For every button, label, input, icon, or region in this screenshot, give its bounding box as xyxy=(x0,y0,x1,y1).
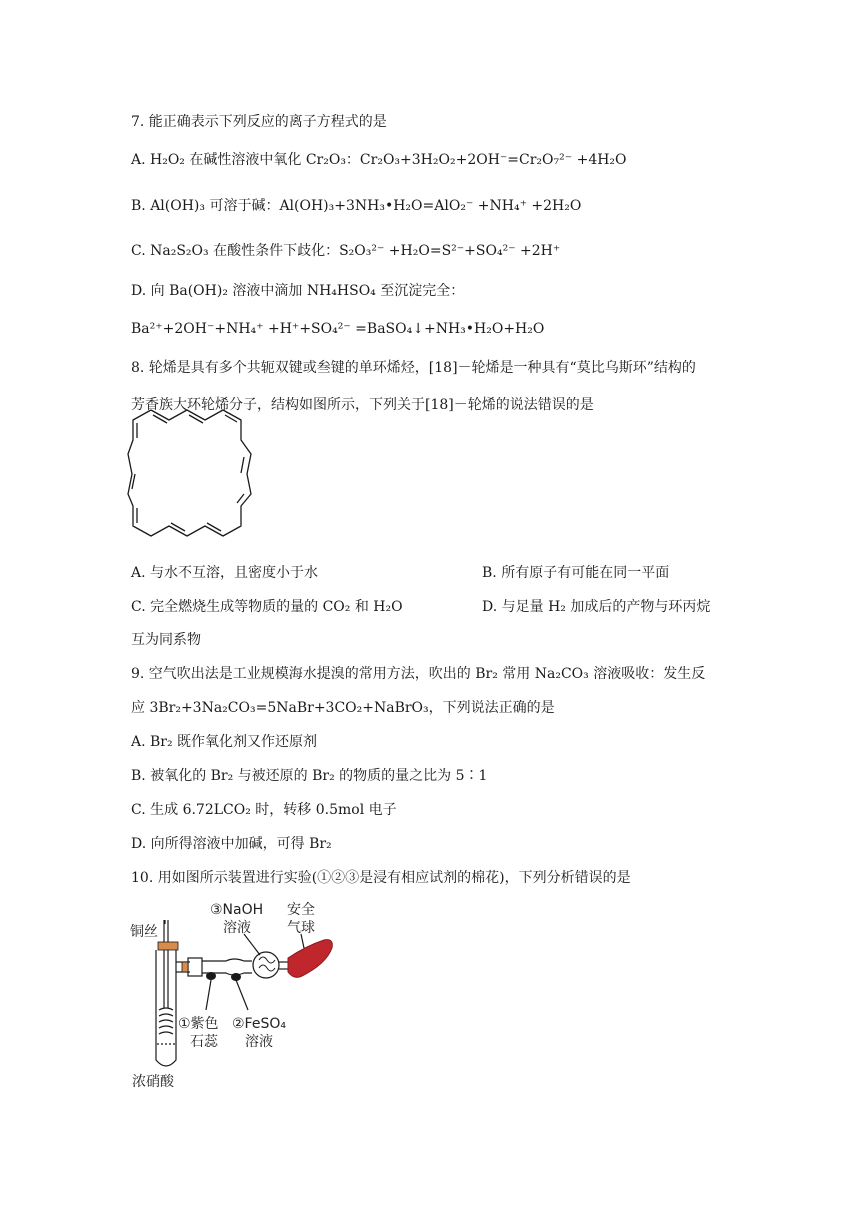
q8-option-c: C. 完全燃烧生成等物质的量的 CO₂ 和 H₂O xyxy=(131,599,403,615)
q8-option-b: B. 所有原子有可能在同一平面 xyxy=(482,565,670,581)
q9-stem-line2: 应 3Br₂+3Na₂CO₃=5NaBr+3CO₂+NaBrO₃，下列说法正确的是 xyxy=(131,700,555,716)
q8-option-d: D. 与足量 H₂ 加成后的产物与环丙烷 xyxy=(482,599,711,615)
q9-option-d: D. 向所得溶液中加碱，可得 Br₂ xyxy=(131,836,332,852)
q10-stem: 10. 用如图所示装置进行实验(①②③是浸有相应试剂的棉花)，下列分析错误的是 xyxy=(131,870,631,886)
q7-stem: 7. 能正确表示下列反应的离子方程式的是 xyxy=(131,114,387,130)
feso4-label-line2: 溶液 xyxy=(245,1034,273,1050)
nitric-acid-label: 浓硝酸 xyxy=(132,1074,174,1090)
balloon-label-line2: 气球 xyxy=(287,920,315,936)
q8-option-d-continued: 互为同系物 xyxy=(131,632,201,648)
feso4-label-line1: ②FeSO₄ xyxy=(232,1016,286,1032)
litmus-label-line2: 石蕊 xyxy=(190,1034,218,1050)
q8-stem-line2: 芳香族大环轮烯分子，结构如图所示，下列关于[18]－轮烯的说法错误的是 xyxy=(131,397,594,413)
q8-option-a: A. 与水不互溶，且密度小于水 xyxy=(131,565,319,581)
q7-option-b: B. Al(OH)₃ 可溶于碱：Al(OH)₃+3NH₃•H₂O=AlO₂⁻ +NH₄⁺ +2H₂O xyxy=(131,198,582,214)
q7-option-d-equation: Ba²⁺+2OH⁻+NH₄⁺ +H⁺+SO₄²⁻ =BaSO₄↓+NH₃•H₂O+H₂O xyxy=(131,321,545,337)
litmus-label-line1: ①紫色 xyxy=(178,1016,219,1032)
copper-wire-label: 铜丝 xyxy=(130,924,158,940)
naoh-label-line1: ③NaOH xyxy=(210,902,264,918)
q9-option-b: B. 被氧化的 Br₂ 与被还原的 Br₂ 的物质的量之比为 5∶1 xyxy=(131,768,488,784)
q8-stem-line1: 8. 轮烯是具有多个共轭双键或叁键的单环烯烃，[18]－轮烯是一种具有“莫比乌斯环”结构的 xyxy=(131,360,696,376)
q9-option-a: A. Br₂ 既作氧化剂又作还原剂 xyxy=(131,734,318,750)
q9-stem-line1: 9. 空气吹出法是工业规模海水提溴的常用方法，吹出的 Br₂ 常用 Na₂CO₃ 溶液吸收：发生反 xyxy=(131,666,706,682)
q9-option-c: C. 生成 6.72LCO₂ 时，转移 0.5mol 电子 xyxy=(131,802,397,818)
q7-option-d: D. 向 Ba(OH)₂ 溶液中滴加 NH₄HSO₄ 至沉淀完全： xyxy=(131,283,465,299)
naoh-label-line2: 溶液 xyxy=(223,920,251,936)
annulene-structure-figure xyxy=(126,402,254,542)
balloon-label-line1: 安全 xyxy=(287,902,315,918)
experiment-apparatus-figure xyxy=(126,898,346,1093)
q7-option-a: A. H₂O₂ 在碱性溶液中氧化 Cr₂O₃：Cr₂O₃+3H₂O₂+2OH⁻=Cr₂O₇²⁻ +4H₂O xyxy=(131,152,627,168)
q7-option-c: C. Na₂S₂O₃ 在酸性条件下歧化：S₂O₃²⁻ +H₂O=S²⁻+SO₄²⁻ +2H⁺ xyxy=(131,243,561,259)
